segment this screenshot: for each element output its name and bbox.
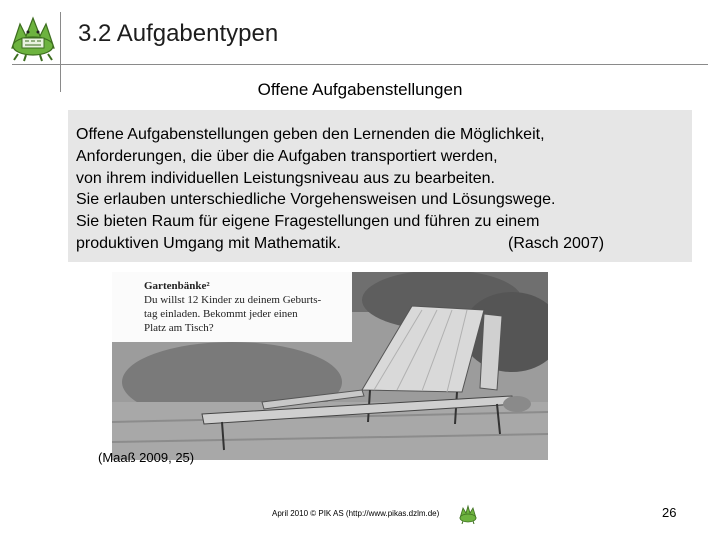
quote-line-last xyxy=(76,233,686,255)
task-line: Platz am Tisch? xyxy=(144,322,214,334)
quote-line: Sie bieten Raum für eigene Fragestellungen und führen zu einem xyxy=(76,213,540,231)
slide-title: 3.2 Aufgabentypen xyxy=(78,20,279,47)
quote-citation: (Rasch 2007) xyxy=(508,234,605,252)
task-caption xyxy=(112,272,352,342)
quote-line: Anforderungen, die über die Aufgaben transportiert werden, xyxy=(76,147,498,165)
quote-line: Offene Aufgabenstellungen geben den Lernenden die Möglichkeit, xyxy=(76,126,545,143)
task-line: Du willst 12 Kinder zu deinem Geburts- xyxy=(144,294,322,306)
footer-copyright: April 2010 © PIK AS (http://www.pikas.dzlm.de) xyxy=(272,509,440,518)
header-horizontal-rule xyxy=(12,64,708,65)
quote-line: produktiven Umgang mit Mathematik. xyxy=(76,234,341,252)
task-line: tag einladen. Bekommt jeder einen xyxy=(144,308,298,320)
pikas-logo-icon xyxy=(8,14,58,62)
pikas-small-logo-icon xyxy=(458,504,478,524)
task-title: Gartenbänke² xyxy=(144,280,210,292)
page-number: 26 xyxy=(662,505,677,520)
photo-source-reference: (Maaß 2009, 25) xyxy=(98,450,195,465)
slide-subtitle: Offene Aufgabenstellungen xyxy=(257,80,463,99)
garden-benches-photo xyxy=(112,272,548,460)
quote-text xyxy=(76,124,686,255)
quote-line: von ihrem individuellen Leistungsniveau aus zu bearbeiten. xyxy=(76,169,495,187)
quote-line: Sie erlauben unterschiedliche Vorgehensweisen und Lösungswege. xyxy=(76,191,556,209)
